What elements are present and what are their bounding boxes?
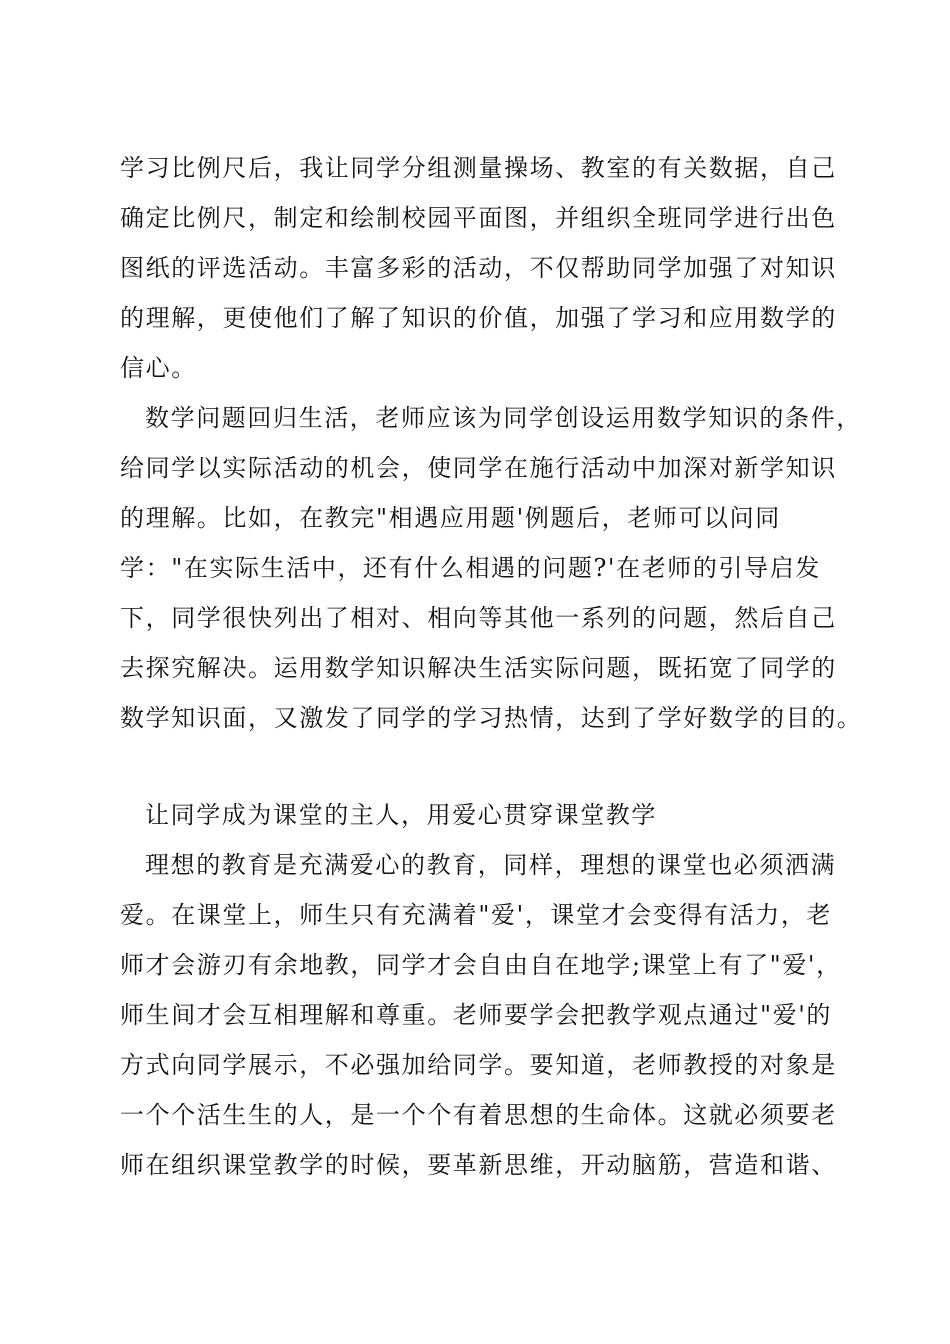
paragraph-1-line-1: 学习比例尺后，我让同学分组测量操场、教室的有关数据，自己 (120, 154, 837, 182)
paragraph-2-line-2: 给同学以实际活动的机会，使同学在施行活动中加深对新学知识 (120, 454, 837, 482)
paragraph-2-line-5: 下，同学很快列出了相对、相向等其他一系列的问题，然后自己 (120, 604, 837, 632)
paragraph-1-line-4: 的理解，更使他们了解了知识的价值，加强了学习和应用数学的 (120, 304, 837, 332)
paragraph-3-line-1: 理想的教育是充满爱心的教育，同样，理想的课堂也必须洒满 (145, 851, 837, 879)
paragraph-1-line-2: 确定比例尺，制定和绘制校园平面图，并组织全班同学进行出色 (120, 204, 837, 232)
paragraph-2-line-1: 数学问题回归生活，老师应该为同学创设运用数学知识的条件， (145, 404, 862, 432)
paragraph-3-line-3: 师才会游刃有余地教，同学才会自由自在地学;课堂上有了"爱'， (120, 951, 842, 979)
paragraph-3-line-2: 爱。在课堂上，师生只有充满着"爱'，课堂才会变得有活力，老 (120, 901, 833, 929)
paragraph-1-line-3: 图纸的评选活动。丰富多彩的活动，不仅帮助同学加强了对知识 (120, 254, 837, 282)
paragraph-2-line-6: 去探究解决。运用数学知识解决生活实际问题，既拓宽了同学的 (120, 654, 837, 682)
paragraph-3-line-6: 一个个活生生的人，是一个个有着思想的生命体。这就必须要老 (120, 1101, 837, 1129)
paragraph-2-line-4: 学："在实际生活中，还有什么相遇的问题?'在老师的引导启发 (120, 554, 821, 582)
paragraph-3-line-4: 师生间才会互相理解和尊重。老师要学会把教学观点通过"爱'的 (120, 1001, 833, 1029)
paragraph-3-line-7: 师在组织课堂教学的时候，要革新思维，开动脑筋，营造和谐、 (120, 1151, 837, 1179)
section-heading: 让同学成为课堂的主人，用爱心贯穿课堂教学 (145, 801, 657, 829)
paragraph-2-line-7: 数学知识面，又激发了同学的学习热情，达到了学好数学的目的。 (120, 704, 863, 732)
paragraph-3-line-5: 方式向同学展示，不必强加给同学。要知道，老师教授的对象是 (120, 1051, 837, 1079)
paragraph-2-line-3: 的理解。比如，在教完"相遇应用题'例题后，老师可以问同 (120, 504, 781, 532)
paragraph-1-line-5: 信心。 (120, 354, 197, 382)
